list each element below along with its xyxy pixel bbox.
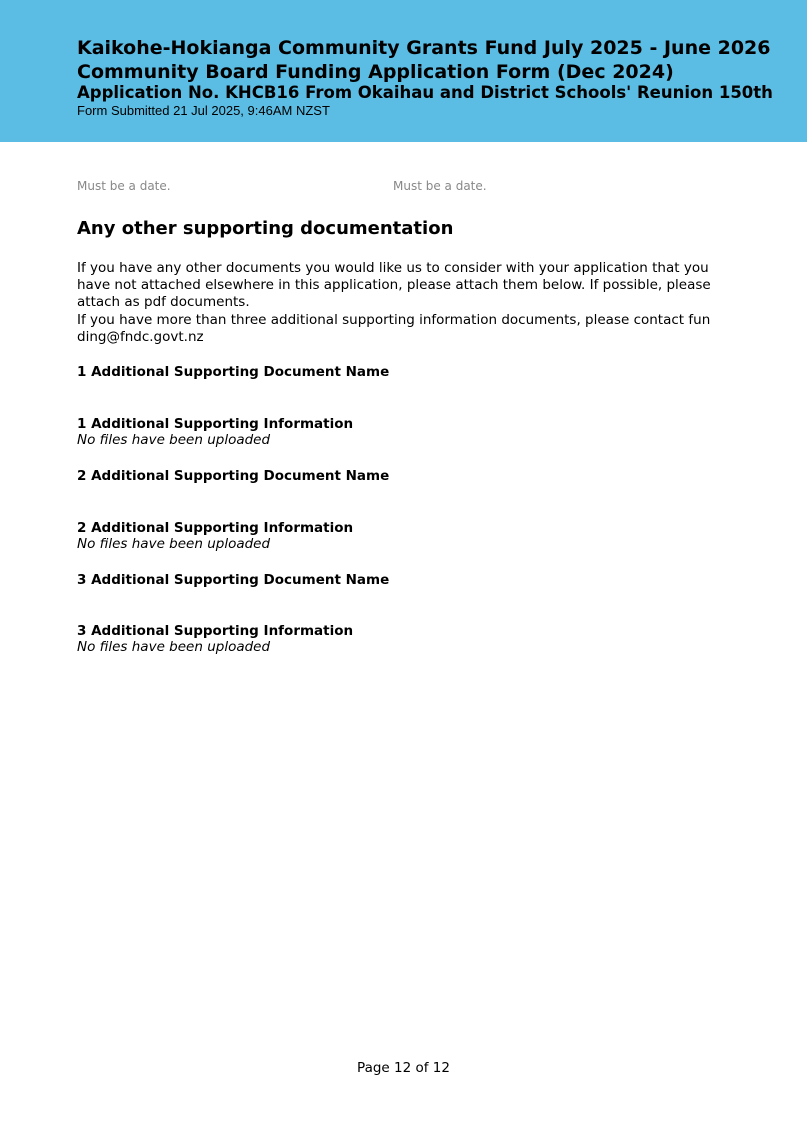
doc3-info-label: 3 Additional Supporting Information <box>77 623 354 639</box>
doc1-name-label: 1 Additional Supporting Document Name <box>77 364 390 380</box>
fund-title: Kaikohe-Hokianga Community Grants Fund July 2025 - June 2026 <box>77 37 771 59</box>
form-header <box>0 0 807 142</box>
section-heading: Any other supporting documentation <box>77 218 454 239</box>
section-contact-paragraph: If you have more than three additional supporting information documents, please contact funding@fndc.govt.nz <box>77 312 711 345</box>
page-number: Page 12 of 12 <box>357 1060 450 1076</box>
date-hint-left: Must be a date. <box>77 179 171 193</box>
form-title: Community Board Funding Application Form (Dec 2024) <box>77 61 674 83</box>
doc2-info-label: 2 Additional Supporting Information <box>77 520 354 536</box>
doc3-name-label: 3 Additional Supporting Document Name <box>77 572 390 588</box>
submitted-timestamp: Form Submitted 21 Jul 2025, 9:46AM NZST <box>77 103 330 118</box>
doc3-info-value: No files have been uploaded <box>77 639 271 655</box>
section-intro-paragraph: If you have any other documents you would like us to consider with your application that you have not attached elsewhere in this application, please attach them below. If possible, please attach as pdf documents. <box>77 260 711 310</box>
application-title: Application No. KHCB16 From Okaihau and District Schools' Reunion 150th <box>77 83 773 102</box>
doc2-name-label: 2 Additional Supporting Document Name <box>77 468 390 484</box>
date-hint-right: Must be a date. <box>393 179 487 193</box>
doc2-info-value: No files have been uploaded <box>77 536 271 552</box>
doc1-info-label: 1 Additional Supporting Information <box>77 416 354 432</box>
doc1-info-value: No files have been uploaded <box>77 432 271 448</box>
